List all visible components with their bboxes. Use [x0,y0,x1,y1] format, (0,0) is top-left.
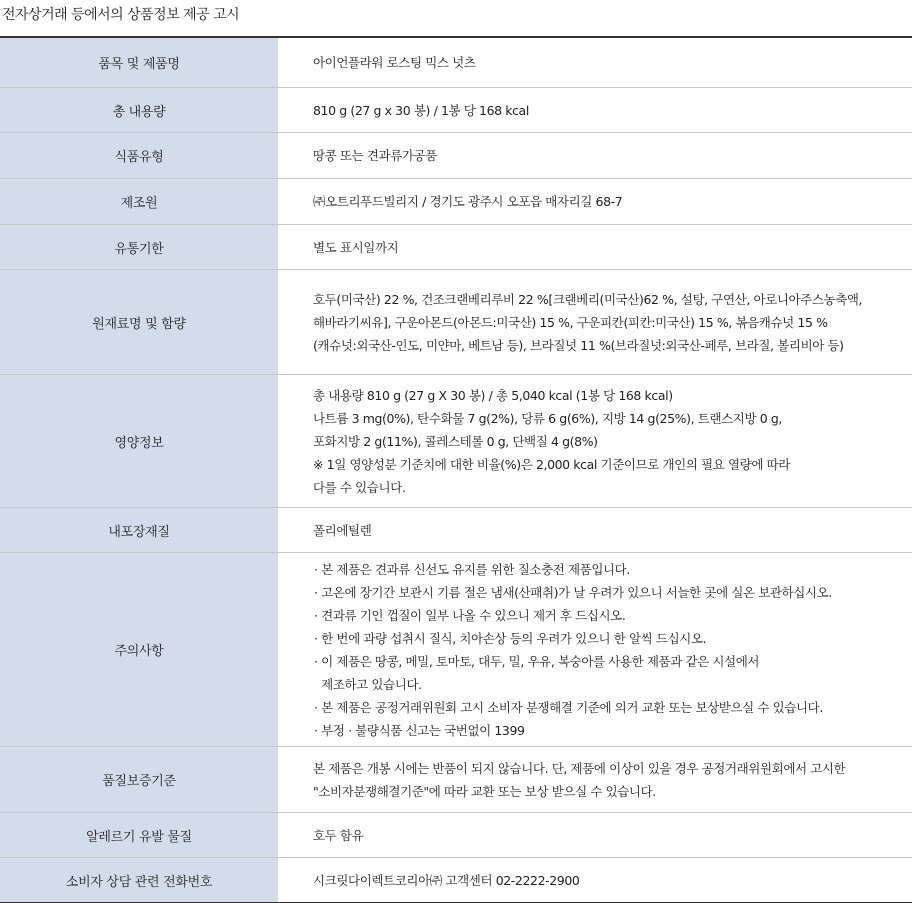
value-line: · 부정 · 불량식품 신고는 국번없이 1399 [314,722,525,738]
row-label: 제조원 [0,179,278,224]
value-line: 땅콩 또는 견과류가공품 [313,148,437,163]
row-value [278,813,912,857]
row-label: 소비자 상담 관련 전화번호 [0,858,278,902]
row-label: 식품유형 [0,133,278,178]
value-line: · 견과류 기인 껍질이 일부 나올 수 있으니 제거 후 드십시오. [314,607,626,623]
row-value [278,375,912,507]
table-row [0,375,912,508]
value-line: 아이언플라워 로스팅 믹스 넛츠 [313,55,476,70]
value-line: 해바라기씨유], 구운아몬드(아몬드:미국산) 15 %, 구운피칸(피칸:미국산) 15 %, 볶음캐슈넛 15 % [313,314,828,330]
value-line: 810 g (27 g x 30 봉) / 1봉 당 168 kcal [313,102,529,118]
row-label: 품질보증기준 [0,747,278,812]
value-line: 호두(미국산) 22 %, 건조크랜베리루비 22 %[크랜베리(미국산)62 %, 설탕, 구연산, 아로니아주스농축액, [313,291,863,307]
table-row [0,133,912,179]
value-line: ㈜오트리푸드빌리지 / 경기도 광주시 오포읍 매자리길 68-7 [313,194,623,209]
value-line: · 고온에 장기간 보관시 기름 절은 냄새(산패취)가 날 우려가 있으니 서늘한 곳에 실온 보관하십시오. [314,584,832,600]
value-line: 제조하고 있습니다. [314,676,422,692]
value-line: 별도 표시일까지 [313,239,399,255]
row-value [278,508,912,552]
value-line: · 이 제품은 땅콩, 메밀, 토마토, 대두, 밀, 우유, 복숭아를 사용한 제품과 같은 시설에서 [314,653,760,669]
table-row [0,225,912,270]
row-value [278,858,912,902]
value-line: 총 내용량 810 g (27 g X 30 봉) / 총 5,040 kcal (1봉 당 168 kcal) [313,387,673,403]
value-line: 본 제품은 개봉 시에는 반품이 되지 않습니다. 단, 제품에 이상이 있을 경우 공정거래위원회에서 고시한 [313,760,846,776]
value-line: 시크릿다이렉트코리아㈜ 고객센터 02-2222-2900 [313,872,580,888]
row-value [278,133,912,178]
value-line: · 한 번에 과량 섭취시 질식, 치아손상 등의 우려가 있으니 한 알씩 드십시오. [314,630,707,646]
row-label: 주의사항 [0,553,278,746]
row-label: 유통기한 [0,225,278,269]
row-label: 품목 및 제품명 [0,38,278,87]
row-value [278,179,912,224]
row-value [278,88,912,132]
table-row [0,38,912,88]
table-row [0,553,912,747]
table-row [0,747,912,813]
table-row [0,179,912,225]
row-label: 내포장재질 [0,508,278,552]
page-title: 전자상거래 등에서의 상품정보 제공 고시 [2,7,240,23]
value-line: 폴리에틸렌 [313,522,372,538]
value-line: 호두 함유 [313,827,364,843]
value-line: (캐슈넛:외국산-인도, 미얀마, 베트남 등), 브라질넛 11 %(브라질넛:외국산-페루, 브라질, 볼리비아 등) [313,337,844,353]
table-row [0,508,912,553]
value-line: · 본 제품은 공정거래위원회 고시 소비자 분쟁해결 기준에 의거 교환 또는 보상받으실 수 있습니다. [314,699,823,715]
value-line: ※ 1일 영양성분 기준치에 대한 비율(%)은 2,000 kcal 기준이므로 개인의 필요 열량에 따라 [313,456,790,472]
row-value [278,225,912,269]
row-label: 알레르기 유발 물질 [0,813,278,857]
row-value [278,270,912,374]
row-label: 영양정보 [0,375,278,507]
row-value [278,747,912,812]
table-row [0,270,912,375]
value-line: · 본 제품은 견과류 신선도 유지를 위한 질소충전 제품입니다. [314,561,630,577]
value-line: 나트륨 3 mg(0%), 탄수화물 7 g(2%), 당류 6 g(6%), 지방 14 g(25%), 트랜스지방 0 g, [313,410,782,426]
table-row [0,88,912,133]
value-line: "소비자분쟁해결기준"에 따라 교환 또는 보상 받으실 수 있습니다. [313,783,656,799]
row-label: 총 내용량 [0,88,278,132]
row-value [278,38,912,87]
value-line: 다를 수 있습니다. [313,479,406,495]
product-info-table [0,36,912,903]
table-row [0,813,912,858]
value-line: 포화지방 2 g(11%), 콜레스테롤 0 g, 단백질 4 g(8%) [313,433,598,449]
table-row [0,858,912,903]
row-label: 원재료명 및 함량 [0,270,278,374]
row-value [278,553,912,746]
